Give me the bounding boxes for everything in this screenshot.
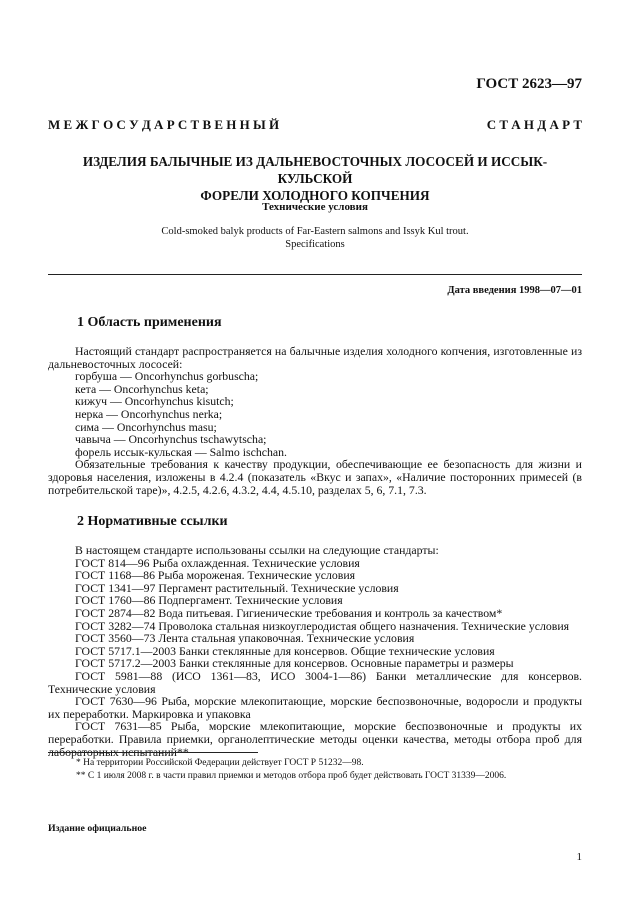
section-1-requirements: Обязательные требования к качеству продукции, обеспечивающие ее безопасность для жизни и здоровья населения, изложены в 4.2.4 (показатель «Вкус и запах», «Наличие посторонних примесей (в потребительской таре)», 4.2.5, 4.2.6, 4.3.2, 4.4, 4.5.10, разделах 5, 6, 7.1, 7.3. bbox=[48, 457, 582, 497]
title-line-2: ФОРЕЛИ ХОЛОДНОГО КОПЧЕНИЯ bbox=[200, 188, 430, 203]
english-title bbox=[48, 225, 582, 251]
reference-item: ГОСТ 2874—82 Вода питьевая. Гигиенические требования и контроль за качеством* bbox=[75, 605, 503, 620]
section-1-intro: Настоящий стандарт распространяется на балычные изделия холодного копчения, изготовленные из дальневосточных лососей: bbox=[48, 344, 582, 371]
references-intro: В настоящем стандарте использованы ссылки на следующие стандарты: bbox=[75, 543, 439, 557]
section-normative-references bbox=[48, 514, 582, 758]
reference-item: ГОСТ 7631—85 Рыба, морские млекопитающие, морские беспозвоночные и продукты их переработки. Правила приемки, органолептические методы оценки качества, методы отбора проб для лабораторных испытаний** bbox=[48, 719, 582, 759]
reference-item: ГОСТ 3560—73 Лента стальная упаковочная. Технические условия bbox=[75, 631, 415, 646]
reference-item: ГОСТ 3282—74 Проволока стальная низкоуглеродистая общего назначения. Технические условия bbox=[75, 618, 570, 633]
reference-item: ГОСТ 5981—88 (ИСО 1361—83, ИСО 3004-1—86) Банки металлические для консервов. Технические условия bbox=[48, 668, 582, 696]
reference-item: ГОСТ 5717.2—2003 Банки стеклянные для консервов. Основные параметры и размеры bbox=[75, 656, 514, 671]
footnotes bbox=[48, 757, 582, 783]
english-title-line-1: Cold-smoked balyk products of Far-Eastern salmons and Issyk Kul trout. bbox=[161, 226, 469, 237]
interstate-standard-banner bbox=[48, 117, 582, 133]
standard-code: ГОСТ 2623—97 bbox=[476, 76, 582, 92]
footnote-1: * На территории Российской Федерации действует ГОСТ Р 51232—98. bbox=[76, 758, 364, 768]
reference-item: ГОСТ 5717.1—2003 Банки стеклянные для консервов. Общие технические условия bbox=[75, 643, 495, 658]
title-line-1: ИЗДЕЛИЯ БАЛЫЧНЫЕ ИЗ ДАЛЬНЕВОСТОЧНЫХ ЛОСОСЕЙ И ИССЫК-КУЛЬСКОЙ bbox=[82, 154, 548, 186]
species-item: кета — Oncorhynchus keta; bbox=[75, 381, 209, 396]
document-subtitle: Технические условия bbox=[262, 201, 368, 213]
section-1-heading: 1 Область применения bbox=[77, 315, 222, 330]
document-title bbox=[48, 153, 582, 204]
footnote-divider bbox=[48, 752, 258, 753]
introduction-date: Дата введения 1998—07—01 bbox=[447, 285, 582, 296]
section-2-heading: 2 Нормативные ссылки bbox=[77, 514, 228, 529]
species-item: горбуша — Oncorhynchus gorbuscha; bbox=[75, 369, 259, 384]
reference-item: ГОСТ 1341—97 Пергамент растительный. Технические условия bbox=[75, 580, 399, 595]
english-title-line-2: Specifications bbox=[285, 239, 345, 250]
section-scope bbox=[48, 315, 582, 496]
species-item: нерка — Oncorhynchus nerka; bbox=[75, 406, 223, 421]
species-item: форель иссык-кульская — Salmo ischchan. bbox=[75, 444, 287, 459]
page-number: 1 bbox=[576, 851, 582, 863]
reference-item: ГОСТ 1168—86 Рыба мороженая. Технические условия bbox=[75, 568, 356, 583]
species-item: кижуч — Oncorhynchus kisutch; bbox=[75, 394, 234, 409]
interstate-word: М Е Ж Г О С У Д А Р С Т В Е Н Н Ы Й bbox=[48, 117, 280, 132]
footnote-2: ** С 1 июля 2008 г. в части правил приемки и методов отбора проб будет действовать ГОСТ 31339—2006. bbox=[76, 770, 507, 781]
reference-item: ГОСТ 1760—86 Подпергамент. Технические условия bbox=[75, 593, 343, 608]
species-item: сима — Oncorhynchus masu; bbox=[75, 419, 217, 434]
reference-item: ГОСТ 814—96 Рыба охлажденная. Технические условия bbox=[75, 555, 360, 570]
reference-item: ГОСТ 7630—96 Рыба, морские млекопитающие, морские беспозвоночные, водоросли и продукты их переработки. Маркировка и упаковка bbox=[48, 694, 582, 721]
species-item: чавыча — Oncorhynchus tschawytscha; bbox=[75, 432, 267, 447]
edition-label: Издание официальное bbox=[48, 823, 147, 834]
standard-word: С Т А Н Д А Р Т bbox=[486, 117, 582, 132]
header-divider bbox=[48, 274, 582, 275]
